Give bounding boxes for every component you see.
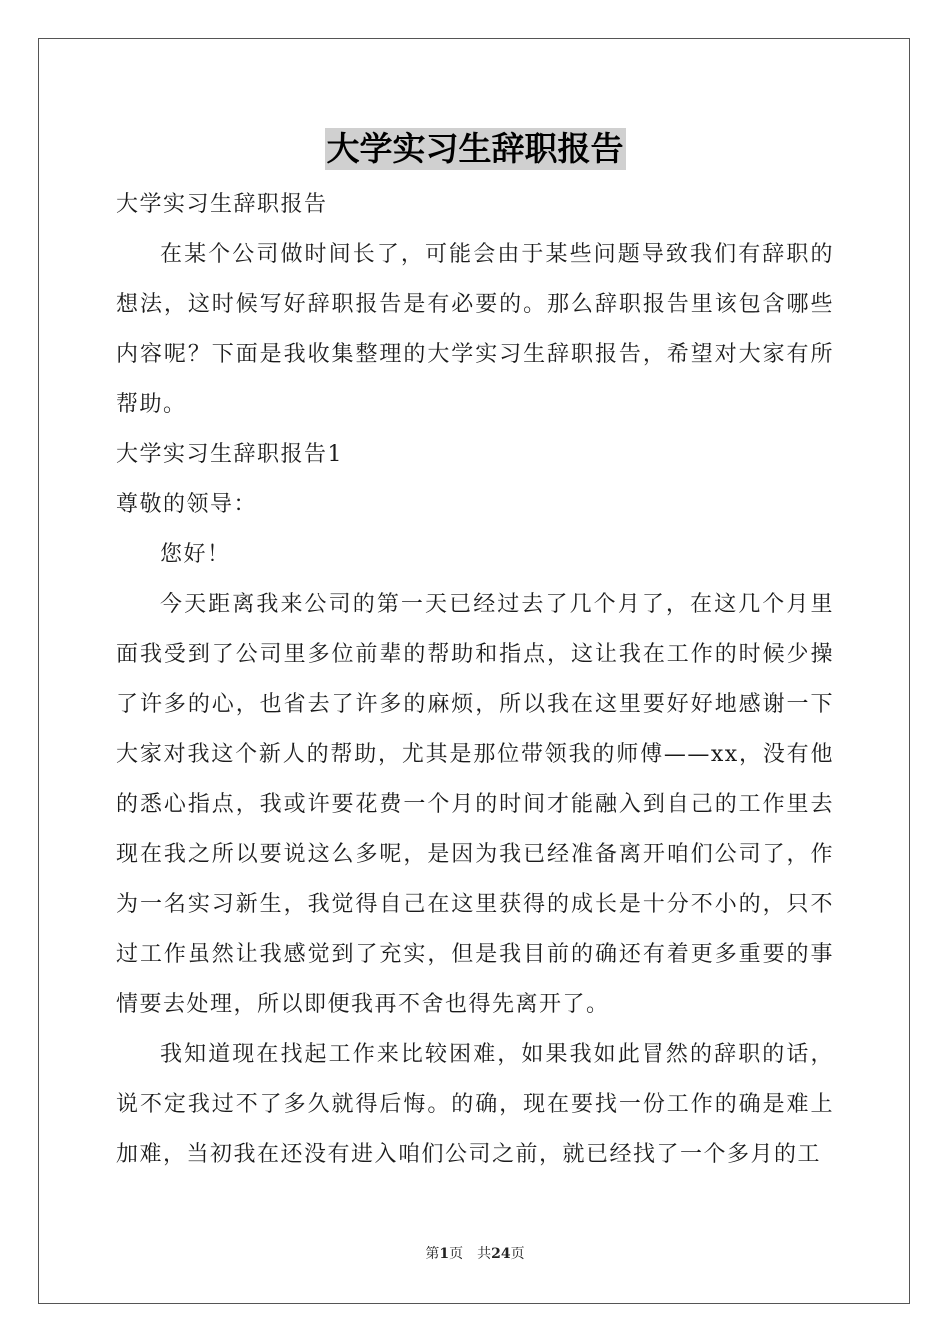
page-suffix: 页	[449, 1246, 464, 1262]
total-prefix: 共	[477, 1246, 492, 1262]
document-title: 大学实习生辞职报告	[326, 129, 624, 168]
paragraph: 您好！	[160, 542, 231, 567]
paragraph: 今天距离我来公司的第一天已经过去了几个月了，在这几个月里面我受到了公司里多位前辈的帮助和指点，这让我在工作的时候少操了许多的心，也省去了许多的麻烦，所以我在这里要好好地感谢一下大家对我这个新人的帮助，尤其是那位带领我的师傅——xx，没有他的悉心指点，我或许要花费一个月的时间才能融入到自己的工作里去现在我之所以要说这么多呢，是因为我已经准备离开咱们公司了，作为一名实习新生，我觉得自己在这里获得的成长是十分不小的，只不过工作虽然让我感觉到了充实，但是我目前的确还有着更多重要的事情要去处理，所以即便我再不舍也得先离开了。	[116, 592, 834, 1017]
paragraph: 大学实习生辞职报告1	[116, 442, 343, 467]
paragraph: 大学实习生辞职报告	[116, 192, 328, 217]
page-number: 1	[439, 1246, 450, 1262]
paragraph: 在某个公司做时间长了，可能会由于某些问题导致我们有辞职的想法，这时候写好辞职报告是有必要的。那么辞职报告里该包含哪些内容呢？下面是我收集整理的大学实习生辞职报告，希望对大家有所帮助。	[116, 242, 834, 417]
paragraph: 我知道现在找起工作来比较困难，如果我如此冒然的辞职的话，说不定我过不了多久就得后悔。的确，现在要找一份工作的确是难上加难，当初我在还没有进入咱们公司之前，就已经找了一个多月的工	[116, 1042, 834, 1167]
page-footer	[0, 1245, 950, 1263]
total-suffix: 页	[510, 1246, 525, 1262]
paragraph: 尊敬的领导：	[116, 492, 258, 517]
document-body	[116, 180, 834, 1180]
page-prefix: 第	[425, 1246, 440, 1262]
total-pages: 24	[491, 1246, 511, 1262]
title-container	[0, 128, 950, 170]
